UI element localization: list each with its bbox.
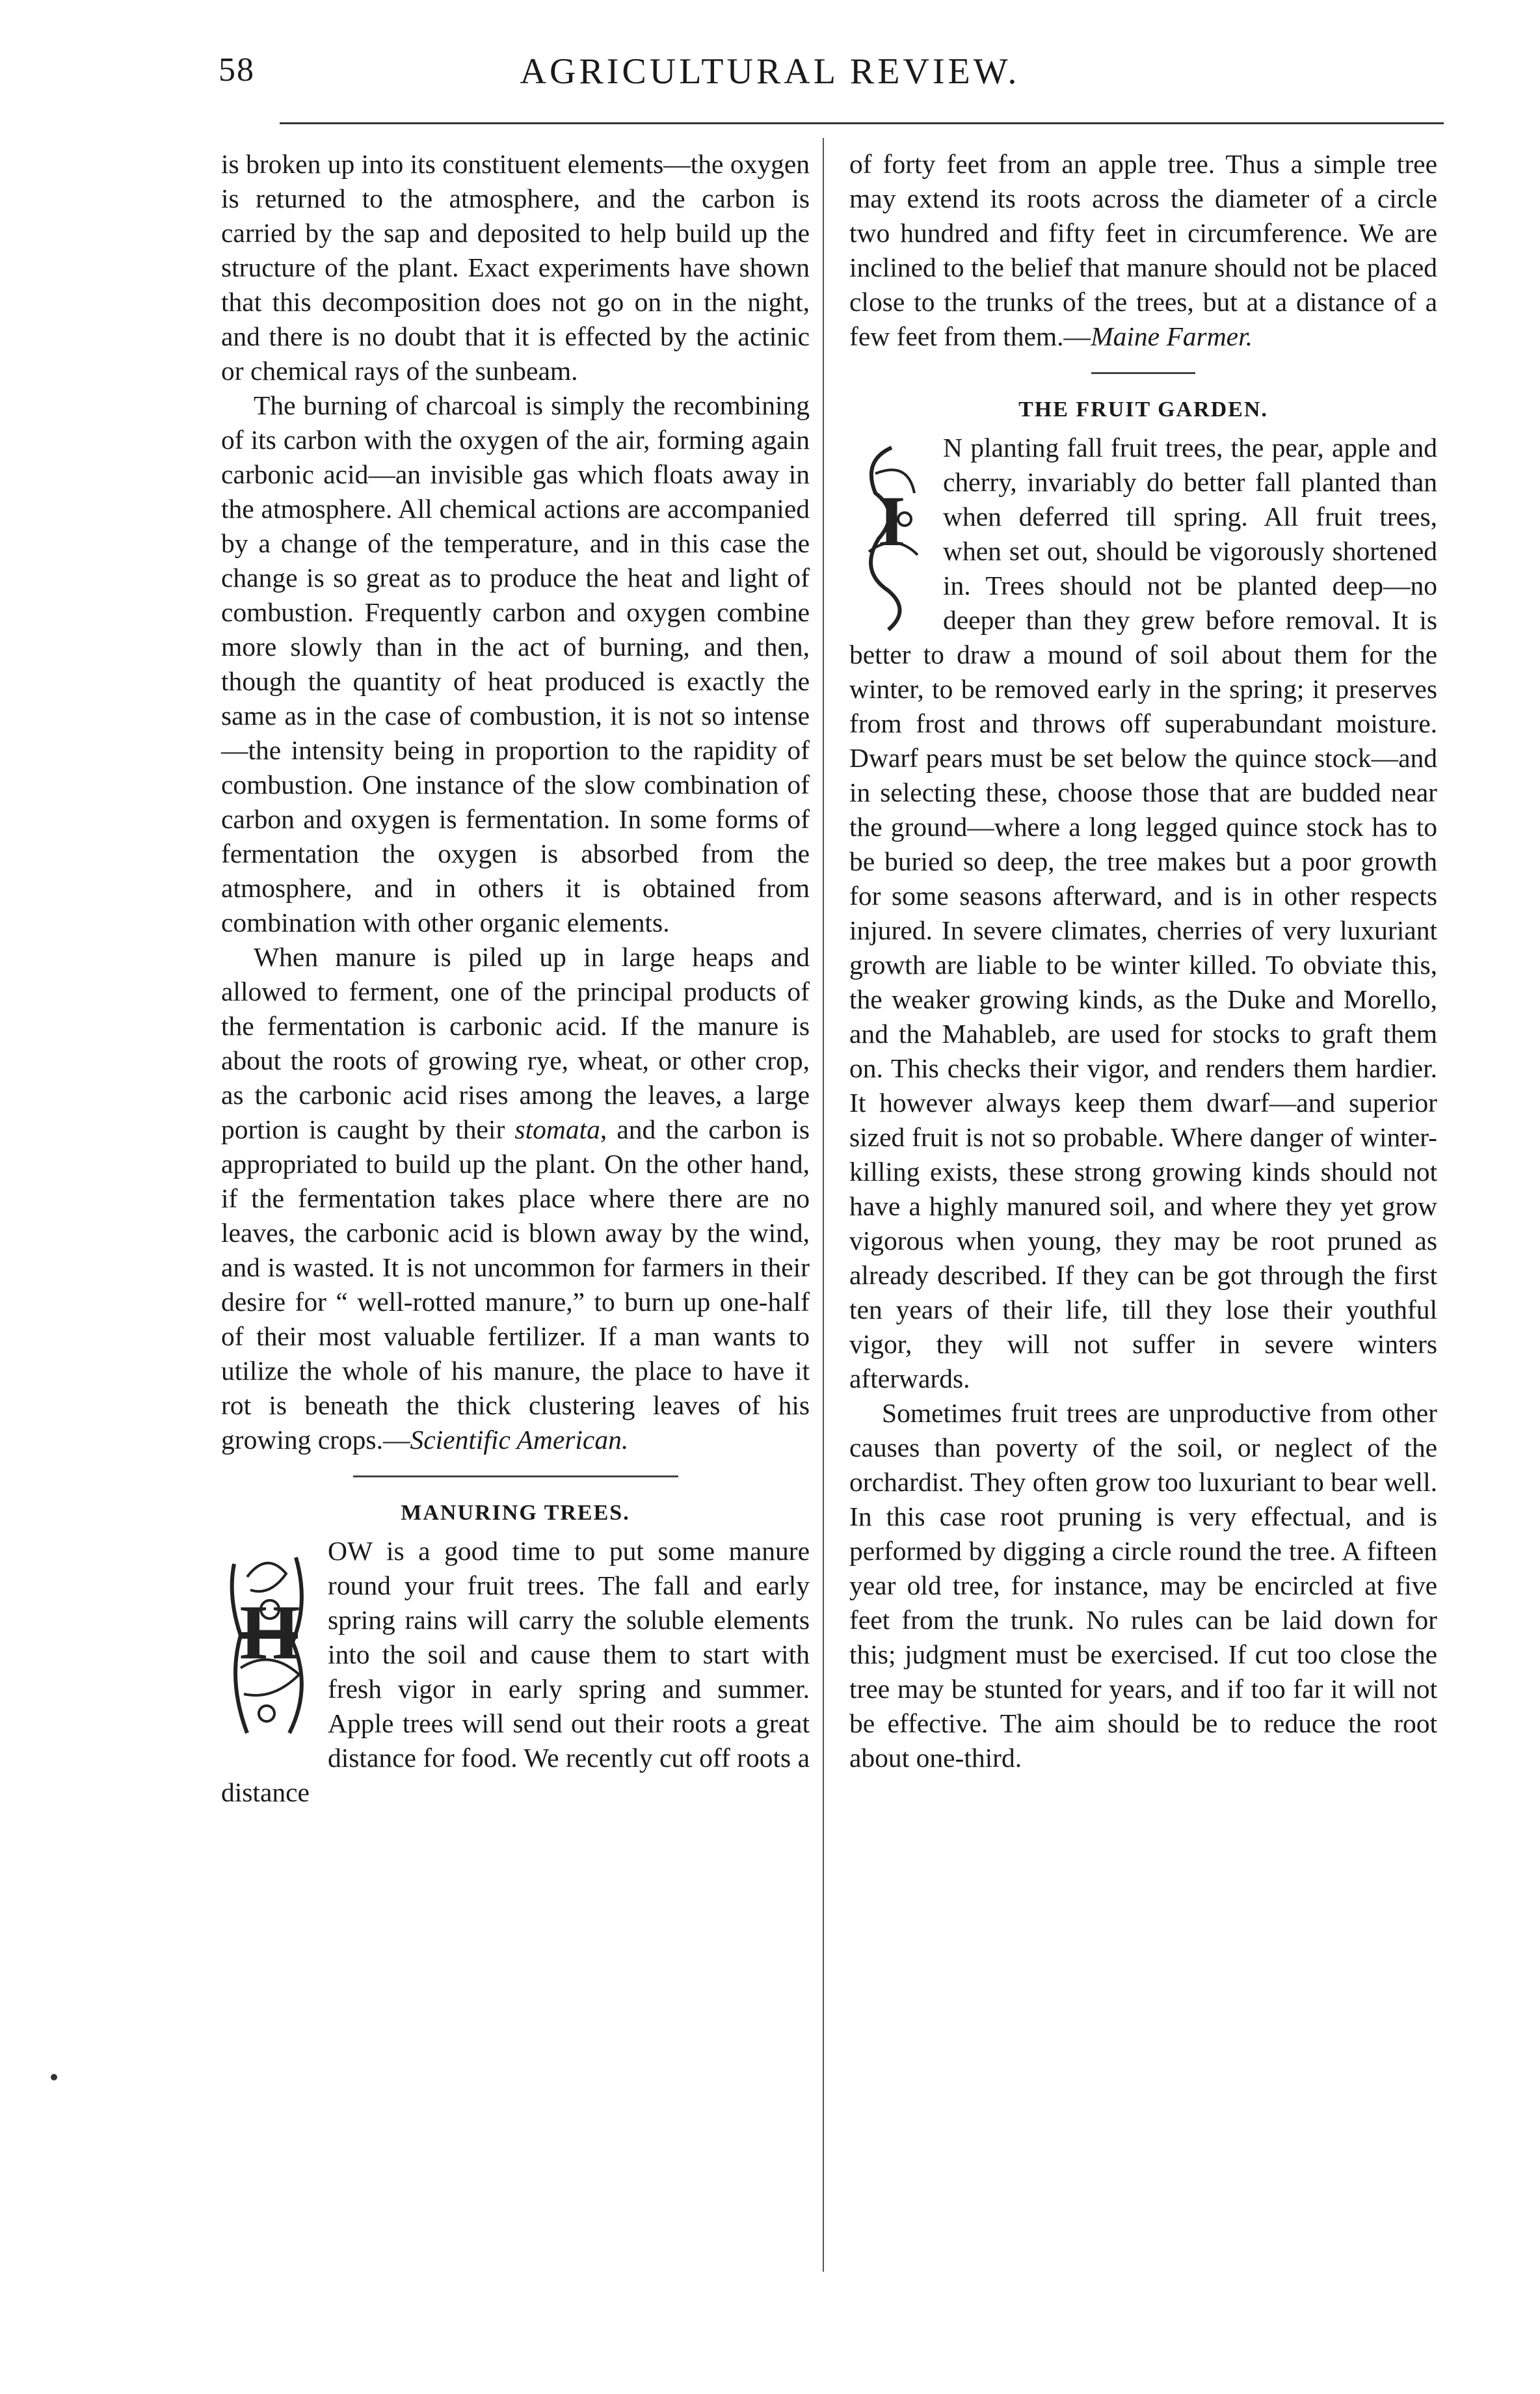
margin-dot <box>51 2074 57 2080</box>
left-paragraph-1: is broken up into its constituent elements—the oxygen is returned to the atmosphere, and the carbon is carried by the sap and deposited to help build up the structure of the plant. Exact experiments have shown that this decomposition does not go on in the night, and there is no doubt that it is effected by the actinic or chemical rays of the sunbeam. <box>221 149 810 386</box>
manuring-text: OW is a good time to put some manure round your fruit trees. The fall and early spring rains will carry the soluble elements into the soil and cause them to start with fresh vigor in early spring and summer. Apple trees will send out their roots a great distance for food. We recently cut off roots a distance <box>221 1536 810 1807</box>
fruit-text-1: N planting fall fruit trees, the pear, apple and cherry, invariably do better fall planted than when deferred till spring. All fruit trees, when set out, should be vigorously shortened in. Trees should not be planted deep—no deeper than they grew before removal. It is better to draw a mound of soil about them for the winter, to be removed early in the spring; it preserves from frost and throws off superabundant moisture. Dwarf pears must be set below the quince stock—and in selecting these, choose those that are budded near the ground—where a long legged quince stock has to be buried so deep, the tree makes but a poor growth for some seasons afterward, and is in other respects injured. In severe climates, cherries of very luxuriant growth are liable to be winter killed. To obviate this, the weaker growing kinds, as the Duke and Morello, and the Mahableb, are used for stocks to graft them on. This checks their vigor, and renders them hardier. It however always keep them dwarf—and superior sized fruit is not so probable. Where danger of winter-killing exists, these strong growing kinds should not have a highly manured soil, and where they yet grow vigorous when young, they may be root pruned as already described. If they can be got through the first ten years of their life, till they lose their youthful vigor, they will not suffer in severe winters afterwards. <box>849 433 1437 1393</box>
para3-italic-term: stomata <box>514 1114 600 1144</box>
para3-text-a: When manure is piled up in large heaps and allowed to ferment, one of the principal products of the fermentation is carbonic acid. If the manure is about the roots of growing rye, wheat, or other crop, as the carbonic acid rises among the leaves, a large portion is caught by their <box>221 942 810 1144</box>
right-para1-text: of forty feet from an apple tree. Thus a simple tree may extend its roots across the diameter of a circle two hundred and fifty feet in circumference. We are inclined to the belief that manure should not be placed close to the trunks of the trees, but at a distance of a few feet from them.— <box>849 149 1437 351</box>
left-column <box>221 147 810 1810</box>
section-rule <box>1091 372 1195 374</box>
section-rule <box>353 1475 678 1477</box>
manuring-paragraph <box>221 1534 810 1810</box>
manuring-title: MANURING TREES. <box>401 1501 630 1525</box>
page-number: 58 <box>219 51 255 88</box>
fruit-paragraph-1 <box>849 431 1437 1396</box>
fruit-garden-title: THE FRUIT GARDEN. <box>1018 397 1268 422</box>
column-divider <box>823 138 824 2272</box>
ornamental-dropcap-icon <box>849 435 934 636</box>
header-rule <box>280 122 1444 124</box>
ornamental-dropcap-icon <box>221 1538 319 1746</box>
left-paragraph-3 <box>221 940 810 1457</box>
fruit-paragraph-2: Sometimes fruit trees are unproductive from other causes than poverty of the soil, or neglect of the orchardist. They often grow too luxuriant to bear well. In this case root pruning is very effectual, and is performed by digging a circle round the tree. A fifteen year old tree, for instance, may be encircled at five feet from the trunk. No rules can be laid down for this; judgment must be exercised. If cut too close the tree may be stunted for years, and if too far it will not be effective. The aim should be to reduce the root about one-third. <box>849 1398 1437 1773</box>
dropcap-letter: I <box>877 481 906 561</box>
right-column <box>849 147 1437 1775</box>
para3-source: Scientific American. <box>410 1425 629 1455</box>
page-header <box>0 51 1540 109</box>
left-paragraph-2: The burning of charcoal is simply the recombining of its carbon with the oxygen of the air, forming again carbonic acid—an invisible gas which floats away in the atmosphere. All chemical actions are accompanied by a change of the temperature, and in this case the change is so great as to produce the heat and light of combustion. Frequently carbon and oxygen combine more slowly than in the act of burning, and then, though the quantity of heat produced is exactly the same as in the case of combustion, it is not so intense—the intensity being in proportion to the rapidity of combustion. One instance of the slow combination of carbon and oxygen is fermentation. In some forms of fermentation the oxygen is absorbed from the atmosphere, and in others it is obtained from combination with other organic elements. <box>221 390 810 937</box>
para3-text-b: , and the carbon is appropriated to build up the plant. On the other hand, if the fermentation takes place where there are no leaves, the carbonic acid is blown away by the wind, and is wasted. It is not uncommon for farmers in their desire for “ well-rotted manure,” to burn up one-half of their most valuable fertilizer. If a man wants to utilize the whole of his manure, the place to have it rot is beneath the thick clustering leaves of his growing crops.— <box>221 1114 810 1455</box>
right-paragraph-1 <box>849 147 1437 354</box>
right-para1-source: Maine Farmer. <box>1091 321 1253 351</box>
dropcap-letter: H <box>239 1589 300 1675</box>
running-title: AGRICULTURAL REVIEW. <box>520 51 1020 92</box>
